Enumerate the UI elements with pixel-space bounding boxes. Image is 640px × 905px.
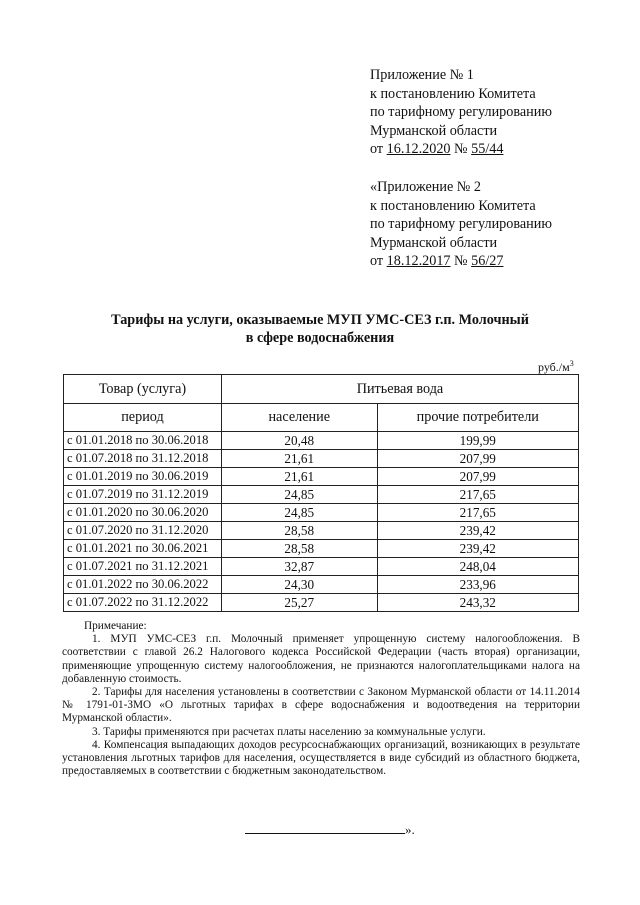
- unit-label: [538, 359, 574, 375]
- other-price-cell: 243,32: [377, 594, 578, 612]
- number-sign: №: [450, 141, 472, 157]
- population-price-cell: 24,85: [221, 504, 377, 522]
- period-cell: с 01.01.2019 по 30.06.2019: [64, 468, 222, 486]
- number-sign: №: [450, 253, 472, 269]
- table-row: [64, 486, 579, 504]
- table-row: [64, 558, 579, 576]
- header-population: население: [221, 404, 377, 432]
- unit-exponent: 3: [569, 359, 574, 368]
- population-price-cell: 21,61: [221, 468, 377, 486]
- population-price-cell: 28,58: [221, 540, 377, 558]
- other-price-cell: 207,99: [377, 468, 578, 486]
- table-row: [64, 576, 579, 594]
- table-row: [64, 450, 579, 468]
- unit-base: руб./м: [538, 360, 570, 374]
- appendix-1-line: Мурманской области: [370, 122, 498, 139]
- period-cell: с 01.07.2019 по 31.12.2019: [64, 486, 222, 504]
- tariff-table: [63, 374, 579, 612]
- population-price-cell: 21,61: [221, 450, 377, 468]
- other-price-cell: 217,65: [377, 486, 578, 504]
- other-price-cell: 199,99: [377, 432, 578, 450]
- header-service: Товар (услуга): [64, 375, 222, 404]
- population-price-cell: 32,87: [221, 558, 377, 576]
- date-prefix: от: [370, 141, 387, 157]
- appendix-1-date: 16.12.2020: [386, 141, 451, 157]
- appendix-2-line: по тарифному регулированию: [370, 216, 552, 232]
- appendix-2-line: к постановлению Комитета: [370, 197, 536, 214]
- period-cell: с 01.07.2020 по 31.12.2020: [64, 522, 222, 540]
- note-item-1: 1. МУП УМС-СЕЗ г.п. Молочный применяет упрощенную систему налогообложения. В соответствии с главой 26.2 Налогового кодекса Российской Федерации (часть вторая) организации, применяющие упрощенную систему налогообложения, не признаются налогоплательщиками налога на добавленную стоимость.: [62, 633, 580, 685]
- population-price-cell: 24,30: [221, 576, 377, 594]
- document-title-line-2: в сфере водоснабжения: [245, 330, 395, 346]
- other-price-cell: 217,65: [377, 504, 578, 522]
- header-period: период: [64, 404, 222, 432]
- appendix-2-line: Мурманской области: [370, 234, 498, 251]
- appendix-1-title: Приложение № 1: [370, 67, 474, 83]
- period-cell: с 01.01.2021 по 30.06.2021: [64, 540, 222, 558]
- table-row: [64, 594, 579, 612]
- note-item-3: 3. Тарифы применяются при расчетах платы населению за коммунальные услуги.: [92, 725, 486, 738]
- other-price-cell: 233,96: [377, 576, 578, 594]
- note-item-2: 2. Тарифы для населения установлены в соответствии с Законом Мурманской области от 14.11.2014 № 1791-01-ЗМО «О льготных тарифах в сфере водоснабжения и водоотведения на территории Мурманской области».: [62, 686, 580, 725]
- blank-line: [245, 823, 405, 834]
- appendix-1-date-line: [370, 140, 552, 159]
- other-price-cell: 239,42: [377, 522, 578, 540]
- appendix-1-line: по тарифному регулированию: [370, 104, 552, 120]
- table-row: [64, 432, 579, 450]
- population-price-cell: 28,58: [221, 522, 377, 540]
- document-title: [0, 311, 640, 347]
- other-price-cell: 248,04: [377, 558, 578, 576]
- table-row: [64, 468, 579, 486]
- appendix-2-block: [370, 178, 552, 271]
- appendix-2-title: «Приложение № 2: [370, 179, 481, 195]
- table-row: [64, 540, 579, 558]
- period-cell: с 01.01.2020 по 30.06.2020: [64, 504, 222, 522]
- period-cell: с 01.07.2021 по 31.12.2021: [64, 558, 222, 576]
- header-drinking-water: Питьевая вода: [221, 375, 578, 404]
- notes-section: [62, 620, 580, 778]
- date-prefix: от: [370, 253, 387, 269]
- table-subheader-row: [64, 404, 579, 432]
- closing-quote: ».: [405, 822, 415, 837]
- appendix-2-date: 18.12.2017: [386, 253, 451, 269]
- other-price-cell: 239,42: [377, 540, 578, 558]
- table-row: [64, 522, 579, 540]
- notes-heading: Примечание:: [84, 620, 147, 632]
- period-cell: с 01.01.2022 по 30.06.2022: [64, 576, 222, 594]
- population-price-cell: 25,27: [221, 594, 377, 612]
- period-cell: с 01.07.2022 по 31.12.2022: [64, 594, 222, 612]
- other-price-cell: 207,99: [377, 450, 578, 468]
- table-row: [64, 504, 579, 522]
- appendix-2-date-line: [370, 252, 552, 271]
- population-price-cell: 20,48: [221, 432, 377, 450]
- note-item-4: 4. Компенсация выпадающих доходов ресурсоснабжающих организаций, возникающих в результате установления льготных тарифов для населения, осуществляется в виде субсидий из областного бюджета, предоставляемых в соответствии с бюджетным законодательством.: [62, 738, 580, 778]
- table-header-row: [64, 375, 579, 404]
- period-cell: с 01.01.2018 по 30.06.2018: [64, 432, 222, 450]
- appendix-1-block: [370, 66, 552, 159]
- closing-line: [245, 822, 415, 838]
- population-price-cell: 24,85: [221, 486, 377, 504]
- appendix-2-number: 56/27: [471, 253, 504, 269]
- header-other-consumers: прочие потребители: [377, 404, 578, 432]
- appendix-1-line: к постановлению Комитета: [370, 85, 536, 102]
- appendix-1-number: 55/44: [471, 141, 504, 157]
- document-title-line-1: Тарифы на услуги, оказываемые МУП УМС-СЕЗ г.п. Молочный: [111, 312, 529, 328]
- period-cell: с 01.07.2018 по 31.12.2018: [64, 450, 222, 468]
